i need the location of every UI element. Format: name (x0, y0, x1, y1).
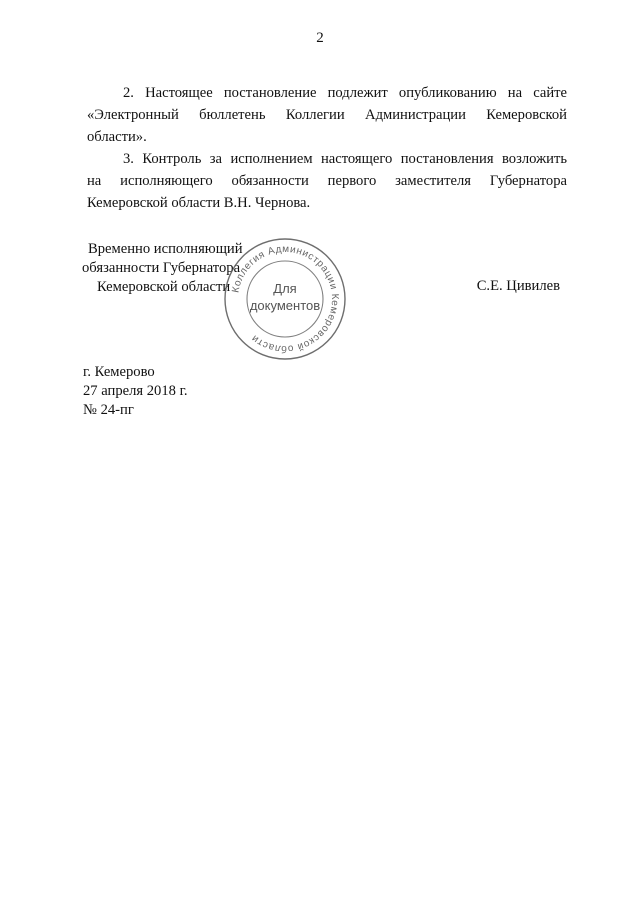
signatory-title-line-3: Кемеровской области (97, 279, 231, 295)
paragraph-2-line-2: «Электронный бюллетень Коллегии Администрации Кемеровской (87, 107, 567, 123)
paragraph-3-line-1: 3. Контроль за исполнением настоящего постановления возложить (123, 151, 567, 167)
stamp-ring-textpath: Коллегия Администрации Кемеровской области (230, 243, 341, 355)
official-stamp (221, 235, 349, 363)
footer-city: г. Кемерово (83, 364, 155, 380)
signatory-title (82, 240, 243, 297)
paragraph-3-line-3: Кемеровской области В.Н. Чернова. (87, 195, 311, 211)
signatory-title-line-1: Временно исполняющий (88, 241, 243, 257)
paragraph-2-line-3: области». (87, 129, 147, 145)
document-footer (83, 363, 188, 420)
page-number: 2 (316, 30, 324, 46)
stamp-center-line-1: Для (273, 281, 297, 296)
paragraph-2-line-1: 2. Настоящее постановление подлежит опубликованию на сайте (123, 85, 567, 101)
footer-date: 27 апреля 2018 г. (83, 383, 188, 399)
stamp-center-line-2: документов (249, 298, 321, 313)
signer-name: С.Е. Цивилев (476, 278, 560, 294)
paragraph-2 (87, 82, 567, 148)
paragraph-3-line-2: на исполняющего обязанности первого заместителя Губернатора (87, 173, 567, 189)
paragraph-3 (87, 148, 567, 214)
document-body (87, 82, 567, 214)
footer-number: № 24-пг (83, 402, 134, 418)
signatory-title-line-2: обязанности Губернатора (82, 260, 241, 276)
